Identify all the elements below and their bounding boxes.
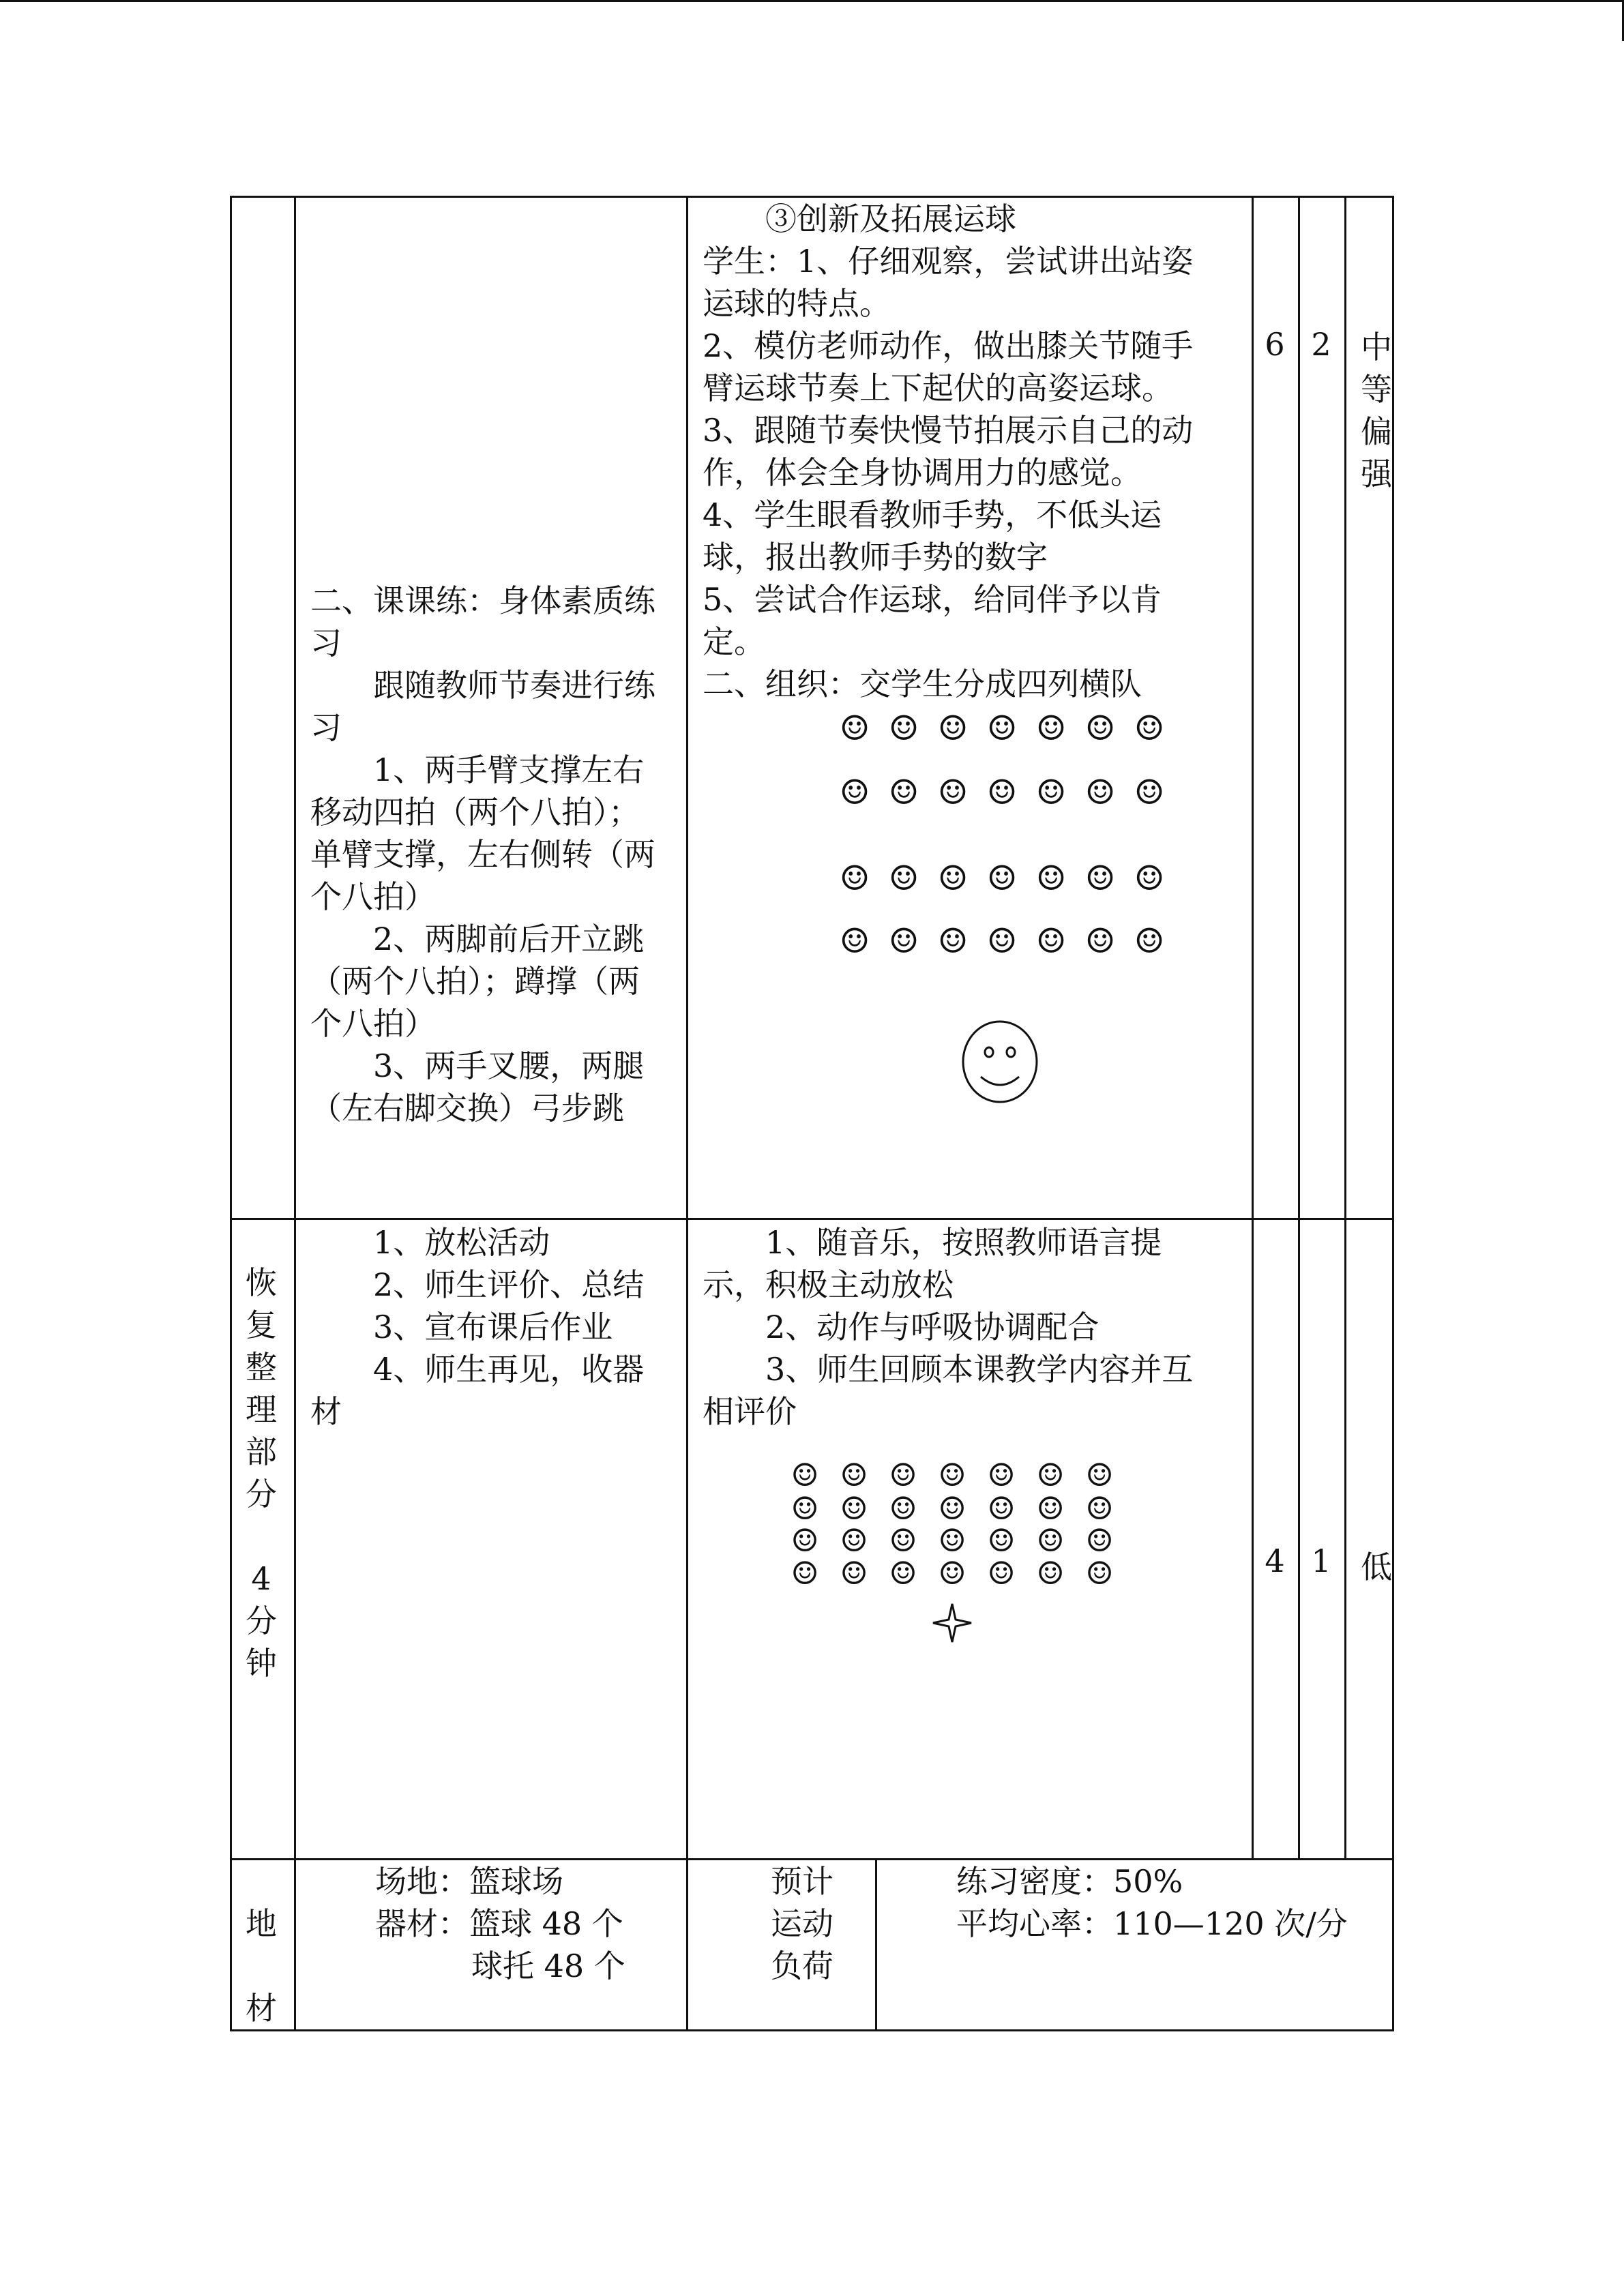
teacher-star-icon: [932, 1602, 973, 1643]
student-smiley-icon: ☺: [791, 1522, 819, 1559]
student-smiley-icon: ☺: [1035, 709, 1067, 748]
student-smiley-icon: ☺: [938, 1457, 966, 1493]
row1-teacher-line: 个八拍）: [310, 878, 436, 915]
student-smiley-icon: ☺: [889, 1522, 917, 1559]
row1-teacher-line: （左右脚交换）弓步跳: [310, 1090, 624, 1127]
student-smiley-icon: ☺: [1084, 921, 1116, 961]
recovery-label-char-line: 部: [246, 1433, 277, 1470]
row1-teacher-line: 移动四拍（两个八拍）；: [310, 794, 640, 831]
student-smiley-icon: ☺: [986, 773, 1018, 812]
student-smiley-icon: ☺: [1085, 1490, 1114, 1527]
student-smiley-icon: ☺: [888, 921, 919, 961]
student-smiley-icon: ☺: [987, 1522, 1016, 1559]
student-smiley-icon: ☺: [986, 921, 1018, 961]
row1-student-line: 作，体会全身协调用力的感觉。: [703, 454, 1142, 491]
expected-load-values: [956, 1860, 1379, 1945]
row1-groups: 2: [1311, 326, 1331, 363]
row1-student-line: 4、学生眼看教师手势，不低头运: [703, 496, 1162, 533]
row1-teacher-content: [310, 580, 692, 1129]
row1-teacher-line: 1、两手臂支撑左右: [373, 751, 645, 788]
row2-student-line: 3、师生回顾本课教学内容并互: [765, 1351, 1194, 1388]
row1-teacher-line: 习: [310, 709, 342, 746]
table-border-left: [230, 196, 232, 2031]
student-smiley-icon: ☺: [986, 859, 1018, 898]
row1-intensity-char-line: 等: [1361, 371, 1392, 408]
row-divider-1: [230, 1218, 1394, 1220]
row1-teacher-line: 跟随教师节奏进行练: [373, 667, 655, 704]
equipment-line: 球托 48 个: [471, 1948, 625, 1984]
student-smiley-icon: ☺: [840, 1522, 868, 1559]
col-divider-load: [875, 1860, 877, 2031]
venue-label-char-line: [241, 1945, 282, 1987]
row1-teacher-line: 二、课课练：身体素质练: [310, 582, 655, 619]
student-smiley-icon: ☺: [840, 1555, 868, 1592]
row1-student-line: 臂运球节奏上下起伏的高姿运球。: [703, 370, 1173, 406]
row2-teacher-line: 4、师生再见，收器: [373, 1351, 645, 1388]
student-smiley-icon: ☺: [839, 859, 870, 898]
row1-intensity: [1356, 326, 1397, 495]
student-smiley-icon: ☺: [840, 1490, 868, 1527]
col-divider-4: [1298, 196, 1300, 1860]
row1-teacher-line: 习: [310, 625, 342, 661]
student-smiley-icon: ☺: [1084, 773, 1116, 812]
student-smiley-icon: ☺: [987, 1555, 1016, 1592]
student-smiley-icon: ☺: [937, 921, 969, 961]
student-smiley-icon: ☺: [1036, 1522, 1065, 1559]
equipment-line: 场地：篮球场: [375, 1863, 563, 1900]
row1-teacher-line: 2、两脚前后开立跳: [373, 921, 645, 957]
student-smiley-icon: ☺: [987, 1457, 1016, 1493]
row1-teacher-line: 个八拍）: [310, 1005, 436, 1042]
recovery-label-char-line: [241, 1515, 282, 1557]
venue-label-char-line: 材: [246, 1990, 277, 2027]
student-smiley-icon: ☺: [1085, 1522, 1114, 1559]
student-smiley-icon: ☺: [1035, 773, 1067, 812]
row2-intensity: 低: [1361, 1549, 1392, 1585]
row1-teacher-line: 单臂支撑，左右侧转（两: [310, 836, 655, 873]
venue-label-char-line: 地: [246, 1905, 277, 1942]
student-smiley-icon: ☺: [1035, 859, 1067, 898]
student-smiley-icon: ☺: [987, 1490, 1016, 1527]
table-border-bottom: [230, 2029, 1394, 2031]
row2-student-line: 示，积极主动放松: [703, 1266, 954, 1303]
row2-teacher-line: 1、放松活动: [373, 1224, 550, 1261]
row1-times: 6: [1265, 326, 1285, 363]
student-smiley-icon: ☺: [938, 1490, 966, 1527]
student-smiley-icon: ☺: [1134, 921, 1165, 961]
recovery-label-char-line: 分: [246, 1476, 277, 1512]
row1-teacher-line: （两个八拍）；蹲撑（两: [310, 963, 640, 1000]
page-top-border: [0, 0, 1624, 2]
row1-student-line: 运球的特点。: [703, 285, 891, 322]
student-smiley-icon: ☺: [1085, 1457, 1114, 1493]
recovery-label-char-line: 复: [246, 1307, 277, 1343]
row2-groups: 1: [1311, 1542, 1331, 1579]
row1-teacher-line: 3、两手叉腰，两腿: [373, 1047, 645, 1084]
student-smiley-icon: ☺: [839, 921, 870, 961]
student-smiley-icon: ☺: [889, 1555, 917, 1592]
student-smiley-icon: ☺: [937, 773, 969, 812]
student-smiley-icon: ☺: [937, 709, 969, 748]
row1-student-line: 3、跟随节奏快慢节拍展示自己的动: [703, 412, 1194, 449]
recovery-label-char-line: 整: [246, 1349, 277, 1386]
row1-student-line: 5、尝试合作运球，给同伴予以肯: [703, 581, 1162, 618]
student-smiley-icon: ☺: [840, 1457, 868, 1493]
row1-intensity-char-line: 中: [1361, 329, 1392, 366]
student-smiley-icon: ☺: [1036, 1490, 1065, 1527]
row2-student-line: 相评价: [703, 1393, 797, 1430]
student-smiley-icon: ☺: [888, 709, 919, 748]
student-smiley-icon: ☺: [1134, 859, 1165, 898]
student-smiley-icon: ☺: [1036, 1457, 1065, 1493]
row1-student-content: [703, 198, 1262, 705]
student-smiley-icon: ☺: [791, 1555, 819, 1592]
student-smiley-icon: ☺: [889, 1490, 917, 1527]
student-smiley-icon: ☺: [1084, 859, 1116, 898]
load-label-line: 预计: [771, 1863, 833, 1900]
load-value-line: 练习密度：50%: [956, 1863, 1183, 1900]
col-divider-5: [1344, 196, 1346, 1860]
equipment-line: 器材：篮球 48 个: [375, 1905, 623, 1942]
student-smiley-icon: ☺: [938, 1555, 966, 1592]
row1-student-line: 2、模仿老师动作，做出膝关节随手: [703, 327, 1194, 364]
student-smiley-icon: ☺: [1035, 921, 1067, 961]
row2-student-line: 2、动作与呼吸协调配合: [765, 1309, 1099, 1345]
row2-teacher-content: [310, 1221, 692, 1433]
student-smiley-icon: ☺: [888, 859, 919, 898]
student-smiley-icon: ☺: [986, 709, 1018, 748]
student-smiley-icon: ☺: [1084, 709, 1116, 748]
row2-student-line: 1、随音乐，按照教师语言提: [765, 1224, 1162, 1261]
student-smiley-icon: ☺: [1085, 1555, 1114, 1592]
student-smiley-icon: ☺: [938, 1522, 966, 1559]
row1-intensity-char-line: 偏: [1361, 413, 1392, 450]
row2-teacher-line: 2、师生评价、总结: [373, 1266, 645, 1303]
recovery-label-char-line: 分: [246, 1602, 277, 1639]
student-smiley-icon: ☺: [1134, 709, 1165, 748]
student-smiley-icon: ☺: [839, 773, 870, 812]
row1-student-line: ③创新及拓展运球: [765, 200, 1016, 237]
venue-equipment-label: [241, 1903, 282, 2029]
col-divider-1: [294, 196, 296, 2031]
recovery-section-label: [241, 1262, 282, 1684]
recovery-label-char-line: 理: [246, 1391, 277, 1428]
venue-equipment-content: [310, 1860, 692, 1987]
recovery-label-char-line: 恢: [246, 1264, 277, 1301]
load-label-line: 运动: [771, 1905, 833, 1942]
expected-load-label: [768, 1860, 836, 1987]
row2-teacher-line: 材: [310, 1393, 342, 1430]
row1-student-line: 二、组织：交学生分成四列横队: [703, 666, 1142, 702]
student-smiley-icon: ☺: [889, 1457, 917, 1493]
teacher-smiley-icon: [960, 1019, 1039, 1104]
student-smiley-icon: ☺: [1134, 773, 1165, 812]
row1-student-line: 学生：1、仔细观察，尝试讲出站姿: [703, 243, 1194, 280]
row2-teacher-line: 3、宣布课后作业: [373, 1309, 613, 1345]
student-smiley-icon: ☺: [791, 1490, 819, 1527]
student-smiley-icon: ☺: [791, 1457, 819, 1493]
row1-student-line: 球，报出教师手势的数字: [703, 539, 1048, 576]
student-smiley-icon: ☺: [937, 859, 969, 898]
row2-times: 4: [1265, 1542, 1285, 1579]
load-label-line: 负荷: [771, 1948, 833, 1984]
row1-student-line: 定。: [703, 623, 765, 660]
row2-student-content: [703, 1221, 1262, 1433]
recovery-label-char-line: 4: [251, 1560, 271, 1597]
student-smiley-icon: ☺: [888, 773, 919, 812]
student-smiley-icon: ☺: [839, 709, 870, 748]
load-value-line: 平均心率：110—120 次/分: [956, 1905, 1348, 1942]
row1-intensity-char-line: 强: [1361, 456, 1392, 492]
student-smiley-icon: ☺: [1036, 1555, 1065, 1592]
recovery-label-char-line: 钟: [246, 1645, 277, 1682]
